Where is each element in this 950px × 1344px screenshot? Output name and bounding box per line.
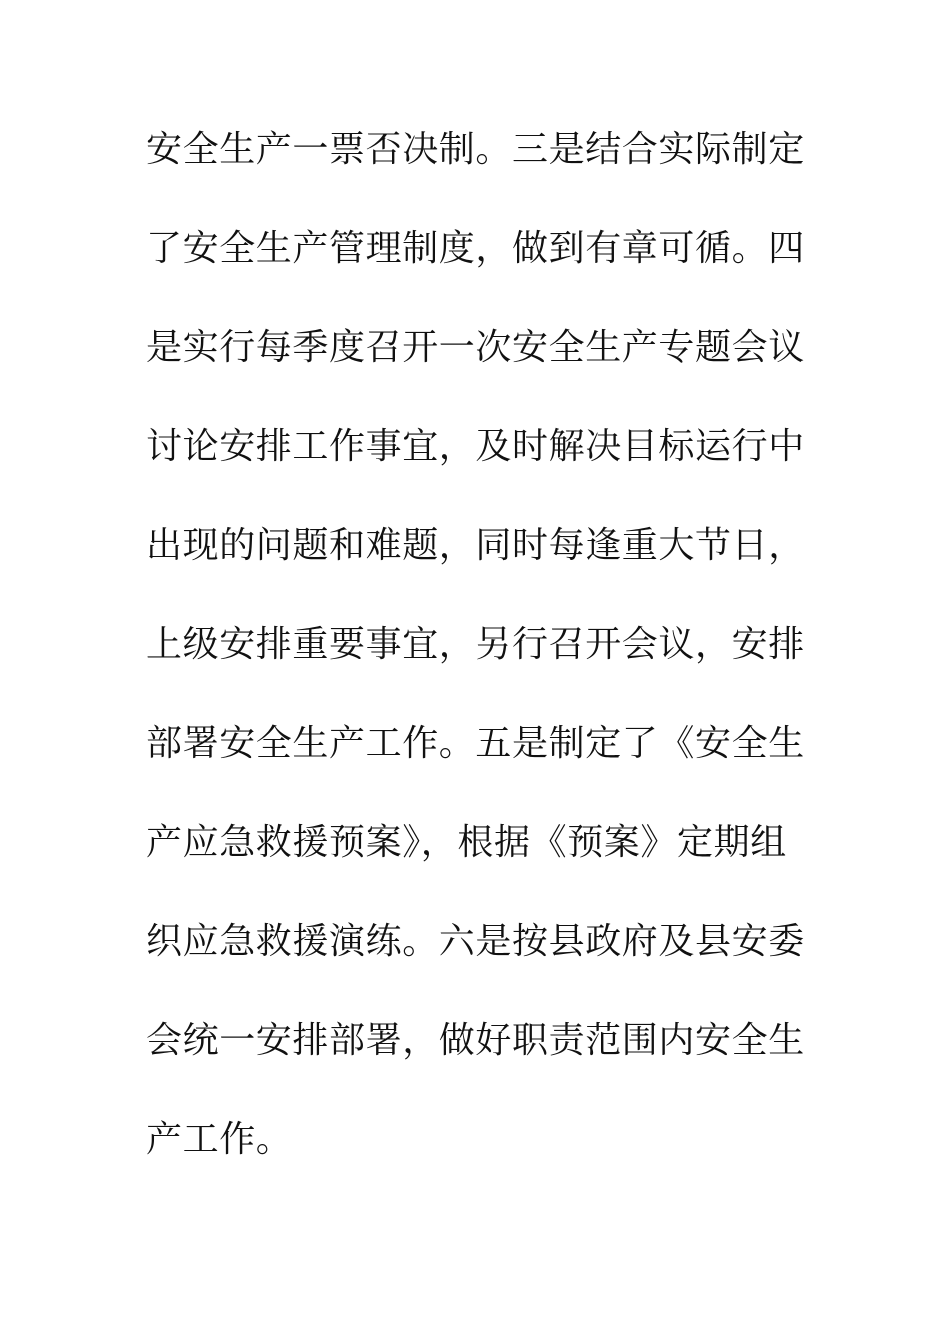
text-line: 部署安全生产工作。五是制定了《安全生 — [146, 723, 805, 764]
text-line: 是实行每季度召开一次安全生产专题会议 — [146, 327, 805, 368]
text-line: 会统一安排部署，做好职责范围内安全生 — [146, 1020, 805, 1061]
text-line: 上级安排重要事宜，另行召开会议，安排 — [146, 624, 805, 665]
body-paragraph — [146, 122, 826, 1211]
text-line: 产应急救援预案》，根据《预案》定期组 — [146, 822, 787, 863]
text-line: 讨论安排工作事宜，及时解决目标运行中 — [146, 426, 805, 467]
text-line: 安全生产一票否决制。三是结合实际制定 — [146, 129, 805, 170]
text-line: 产工作。 — [146, 1119, 293, 1160]
text-line: 了安全生产管理制度，做到有章可循。四 — [146, 228, 805, 269]
text-line: 出现的问题和难题，同时每逢重大节日， — [146, 525, 805, 566]
text-line: 织应急救援演练。六是按县政府及县安委 — [146, 921, 805, 962]
